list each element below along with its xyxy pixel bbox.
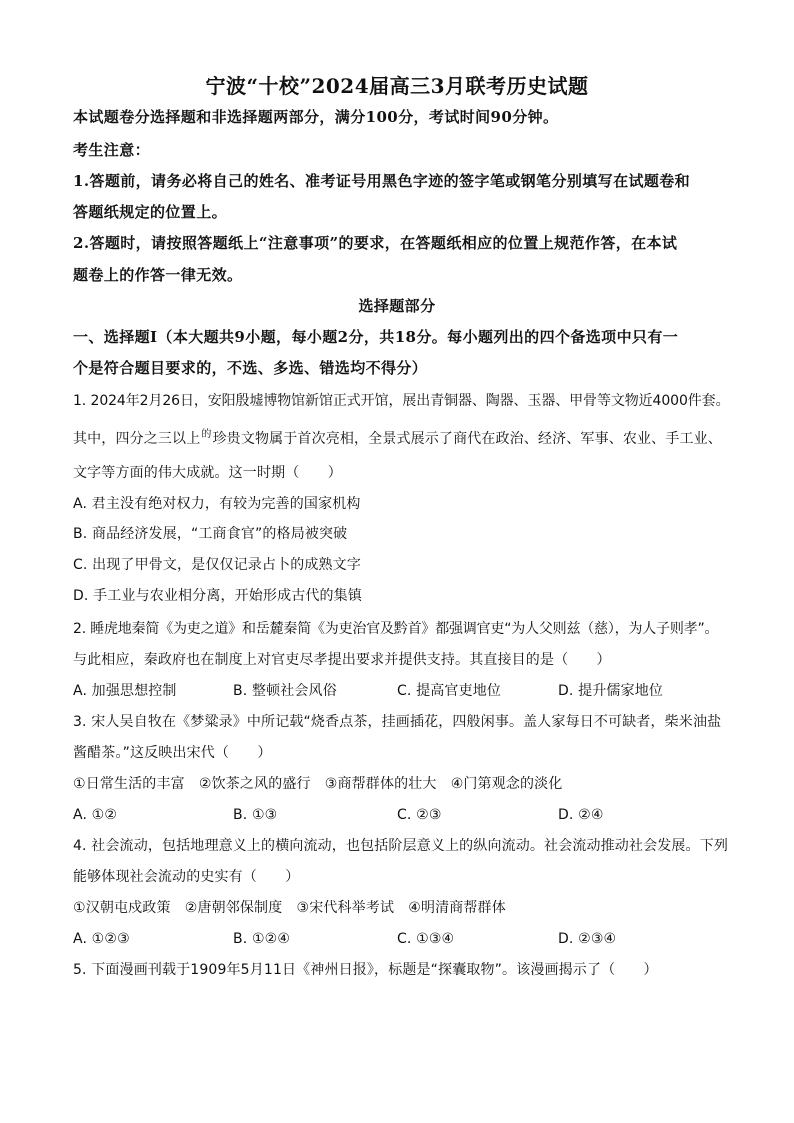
question-4-option-a[interactable]: A. ①②③ bbox=[73, 931, 130, 947]
notice-item-1-cont: 答题纸规定的位置上。 bbox=[73, 203, 228, 221]
notice-item-1: 1.答题前，请务必将自己的姓名、准考证号用黑色字迹的签字笔或钢笔分别填写在试题卷和 bbox=[73, 172, 691, 190]
question-1-stem: 1. 2024年2月26日，安阳殷墟博物馆新馆正式开馆，展出青铜器、陶器、玉器、甲骨等文物近4000件套。 bbox=[73, 393, 730, 409]
question-3-option-b[interactable]: B. ①③ bbox=[233, 807, 278, 823]
question-3-option-d[interactable]: D. ②④ bbox=[558, 807, 604, 823]
question-2-option-d[interactable]: D. 提升儒家地位 bbox=[558, 683, 664, 699]
section-instructions: 一、选择题Ⅰ（本大题共9小题，每小题2分，共18分。每小题列出的四个备选项中只有一 bbox=[73, 328, 679, 346]
question-1-option-d[interactable]: D. 手工业与农业相分离，开始形成古代的集镇 bbox=[73, 588, 362, 604]
question-3-stem-cont: 酱醋茶。”这反映出宋代（ ） bbox=[73, 745, 272, 761]
question-1-stem-cont bbox=[73, 429, 722, 447]
question-4-stem: 4. 社会流动，包括地理意义上的横向流动，也包括阶层意义上的纵向流动。社会流动推动社会发展。下列 bbox=[73, 838, 729, 854]
question-1-text-b: 珍贵文物属于首次亮相，全景式展示了商代在政治、经济、军事、农业、手工业、 bbox=[212, 431, 722, 447]
question-3-stem: 3. 宋人吴自牧在《梦粱录》中所记载“烧香点茶，挂画插花，四般闲事。盖人家每日不可缺者，柴米油盐 bbox=[73, 714, 722, 730]
notice-item-2-cont: 题卷上的作答一律无效。 bbox=[73, 266, 243, 284]
question-4-option-d[interactable]: D. ②③④ bbox=[558, 931, 617, 947]
notice-heading: 考生注意： bbox=[73, 141, 151, 159]
question-1-stem-end: 文字等方面的伟大成就。这一时期（ ） bbox=[73, 465, 342, 481]
question-1-option-a[interactable]: A. 君主没有绝对权力，有较为完善的国家机构 bbox=[73, 496, 361, 512]
question-1-text-a: 其中，四分之三以上 bbox=[73, 431, 201, 447]
question-1-option-c[interactable]: C. 出现了甲骨文，是仅仅记录占卜的成熟文字 bbox=[73, 557, 361, 573]
question-3-option-a[interactable]: A. ①② bbox=[73, 807, 118, 823]
question-3-option-c[interactable]: C. ②③ bbox=[397, 807, 442, 823]
question-2-stem-cont: 与此相应，秦政府也在制度上对官吏尽孝提出要求并提供支持。其直接目的是（ ） bbox=[73, 652, 611, 668]
section-title: 选择题部分 bbox=[358, 297, 436, 315]
question-4-option-b[interactable]: B. ①②④ bbox=[233, 931, 291, 947]
question-2-option-a[interactable]: A. 加强思想控制 bbox=[73, 683, 177, 699]
question-1-option-b[interactable]: B. 商品经济发展，“工商食官”的格局被突破 bbox=[73, 526, 348, 542]
question-2-option-b[interactable]: B. 整顿社会风俗 bbox=[233, 683, 337, 699]
question-1-mark: 的 bbox=[201, 429, 212, 440]
section-instructions-cont: 个是符合题目要求的，不选、多选、错选均不得分） bbox=[73, 359, 428, 377]
question-4-stem-cont: 能够体现社会流动的史实有（ ） bbox=[73, 869, 300, 885]
question-4-option-c[interactable]: C. ①③④ bbox=[397, 931, 455, 947]
exam-title: 宁波“十校”2024届高三3月联考历史试题 bbox=[205, 74, 589, 98]
question-5-stem: 5. 下面漫画刊载于1909年5月11日《神州日报》，标题是“探囊取物”。该漫画揭示了（ ） bbox=[73, 962, 658, 978]
intro-text: 本试题卷分选择题和非选择题两部分，满分100分，考试时间90分钟。 bbox=[73, 108, 559, 126]
notice-item-2: 2.答题时，请按照答题纸上“注意事项”的要求，在答题纸相应的位置上规范作答，在本试 bbox=[73, 234, 678, 252]
question-4-statements: ①汉朝屯戍政策 ②唐朝邻保制度 ③宋代科举考试 ④明清商帮群体 bbox=[73, 900, 506, 916]
question-3-statements: ①日常生活的丰富 ②饮茶之风的盛行 ③商帮群体的壮大 ④门第观念的淡化 bbox=[73, 776, 563, 792]
question-2-option-c[interactable]: C. 提高官吏地位 bbox=[397, 683, 502, 699]
question-2-stem: 2. 睡虎地秦简《为吏之道》和岳麓秦简《为吏治官及黔首》都强调官吏“为人父则兹（慈），为人子则孝”。 bbox=[73, 621, 719, 637]
